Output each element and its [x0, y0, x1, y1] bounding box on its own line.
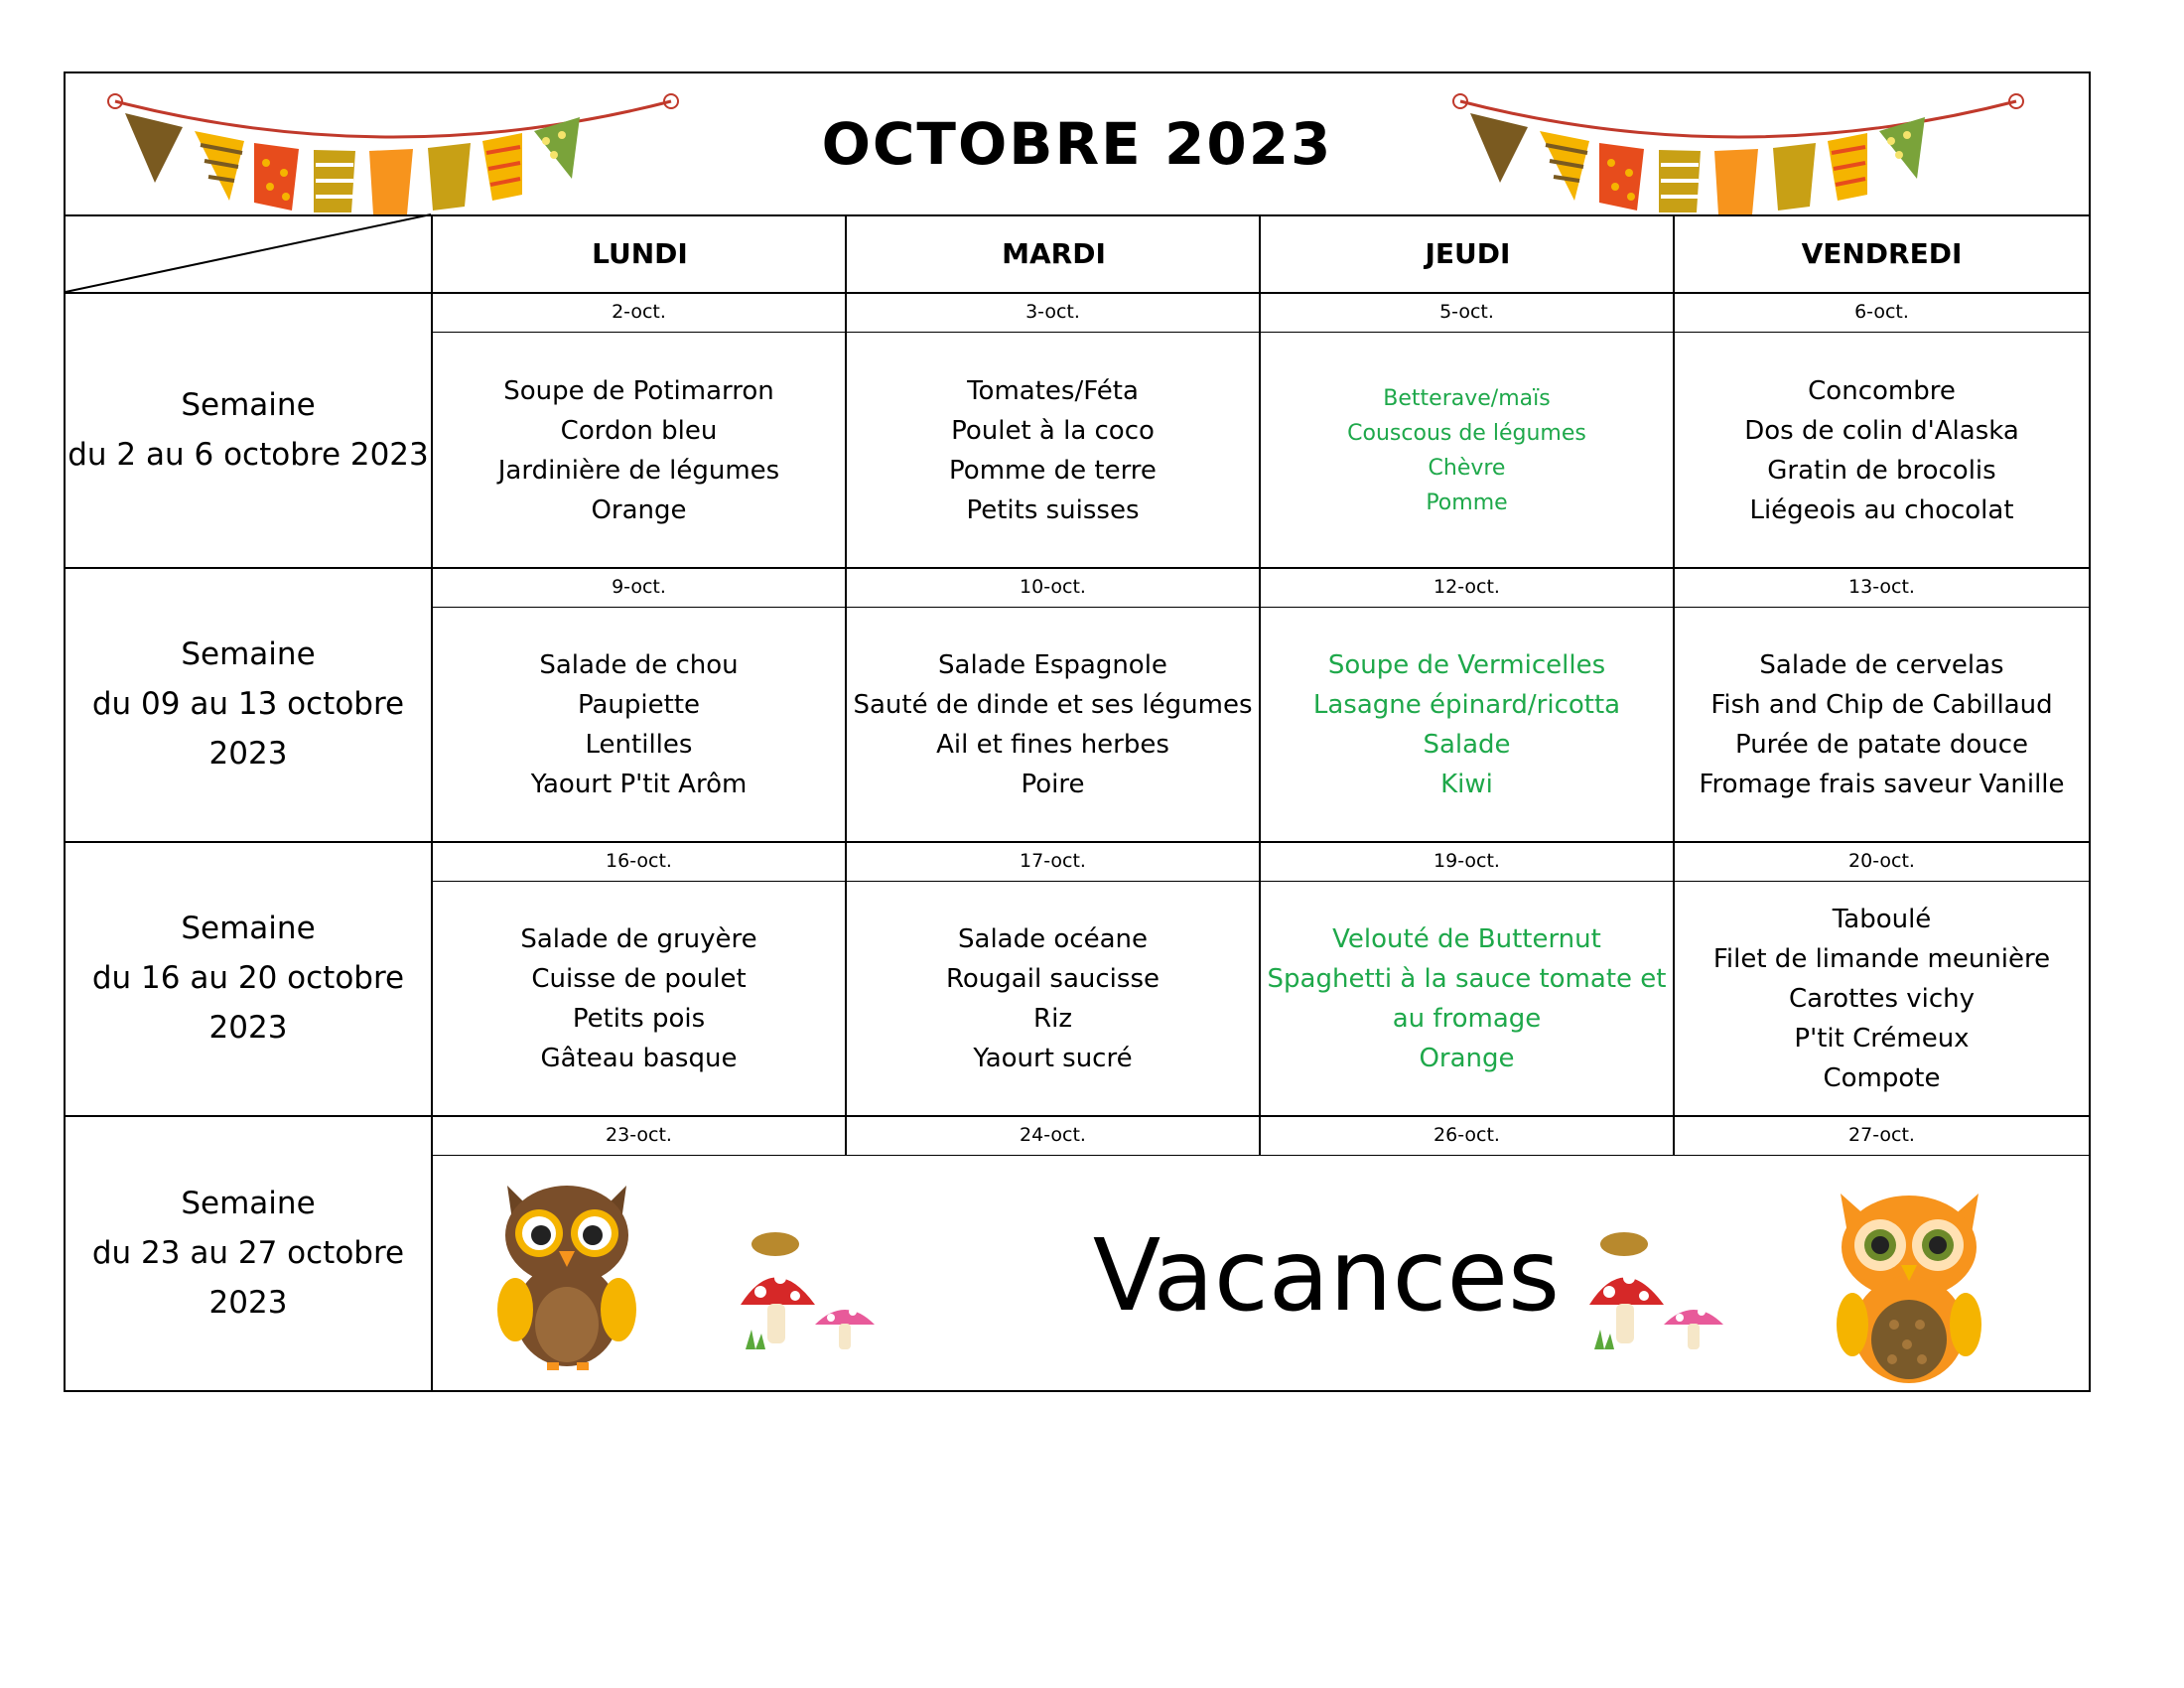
menu-cell-jeudi-1: Betterave/maïs Couscous de légumes Chèvre Pomme: [1347, 385, 1586, 515]
date-cell: 13-oct.: [1848, 576, 1915, 598]
holiday-label: Vacances: [1092, 1216, 1561, 1334]
week-label-2: Semaine du 09 au 13 octobre 2023: [91, 636, 405, 772]
menu-cell-mardi-3: Salade océane Rougail saucisse Riz Yaourt sucré: [946, 924, 1160, 1073]
menu-cell-mardi-2: Salade Espagnole Sauté de dinde et ses légumes Ail et fines herbes Poire: [853, 650, 1253, 799]
week-label-1: Semaine du 2 au 6 octobre 2023: [68, 386, 429, 473]
mushroom-icon: [736, 1230, 894, 1359]
date-cell: 27-oct.: [1848, 1124, 1915, 1146]
page-title: OCTOBRE 2023: [821, 110, 1333, 178]
date-cell: 2-oct.: [612, 301, 666, 323]
menu-table: [64, 71, 2091, 1392]
date-cell: 16-oct.: [606, 850, 672, 872]
week-label-4: Semaine du 23 au 27 octobre 2023: [91, 1185, 405, 1321]
date-cell: 10-oct.: [1020, 576, 1086, 598]
date-cell: 23-oct.: [606, 1124, 672, 1146]
menu-cell-vendredi-1: Concombre Dos de colin d'Alaska Gratin de brocolis Liégeois au chocolat: [1744, 375, 2019, 525]
menu-cell-jeudi-2: Soupe de Vermicelles Lasagne épinard/ricotta Salade Kiwi: [1312, 650, 1621, 799]
menu-cell-lundi-2: Salade de chou Paupiette Lentilles Yaourt P'tit Arôm: [530, 650, 748, 799]
owl-icon: [1823, 1186, 1996, 1389]
day-header-jeudi: JEUDI: [1425, 236, 1511, 270]
date-cell: 5-oct.: [1439, 301, 1494, 323]
owl-icon: [487, 1176, 646, 1374]
date-cell: 12-oct.: [1433, 576, 1500, 598]
date-cell: 17-oct.: [1020, 850, 1086, 872]
week-label-3: Semaine du 16 au 20 octobre 2023: [91, 911, 405, 1046]
mushroom-icon: [1584, 1230, 1743, 1359]
date-cell: 24-oct.: [1020, 1124, 1086, 1146]
menu-cell-lundi-3: Salade de gruyère Cuisse de poulet Petits pois Gâteau basque: [520, 924, 757, 1073]
corner-diagonal: [66, 214, 433, 294]
day-header-vendredi: VENDREDI: [1801, 236, 1963, 270]
menu-cell-lundi-1: Soupe de Potimarron Cordon bleu Jardinière de légumes Orange: [497, 375, 780, 525]
date-cell: 6-oct.: [1854, 301, 1909, 323]
menu-cell-jeudi-3: Velouté de Butternut Spaghetti à la sauce tomate et au fromage Orange: [1267, 924, 1667, 1073]
day-header-mardi: MARDI: [1002, 236, 1106, 270]
menu-cell-mardi-1: Tomates/Féta Poulet à la coco Pomme de terre Petits suisses: [949, 375, 1157, 525]
date-cell: 9-oct.: [612, 576, 666, 598]
date-cell: 3-oct.: [1025, 301, 1080, 323]
date-cell: 19-oct.: [1433, 850, 1500, 872]
menu-cell-vendredi-3: Taboulé Filet de limande meunière Carottes vichy P'tit Crémeux Compote: [1712, 905, 2051, 1093]
date-cell: 26-oct.: [1433, 1124, 1500, 1146]
date-cell: 20-oct.: [1848, 850, 1915, 872]
menu-cell-vendredi-2: Salade de cervelas Fish and Chip de Cabillaud Purée de patate douce Fromage frais saveur Vanille: [1699, 650, 2065, 799]
day-header-lundi: LUNDI: [592, 236, 688, 270]
